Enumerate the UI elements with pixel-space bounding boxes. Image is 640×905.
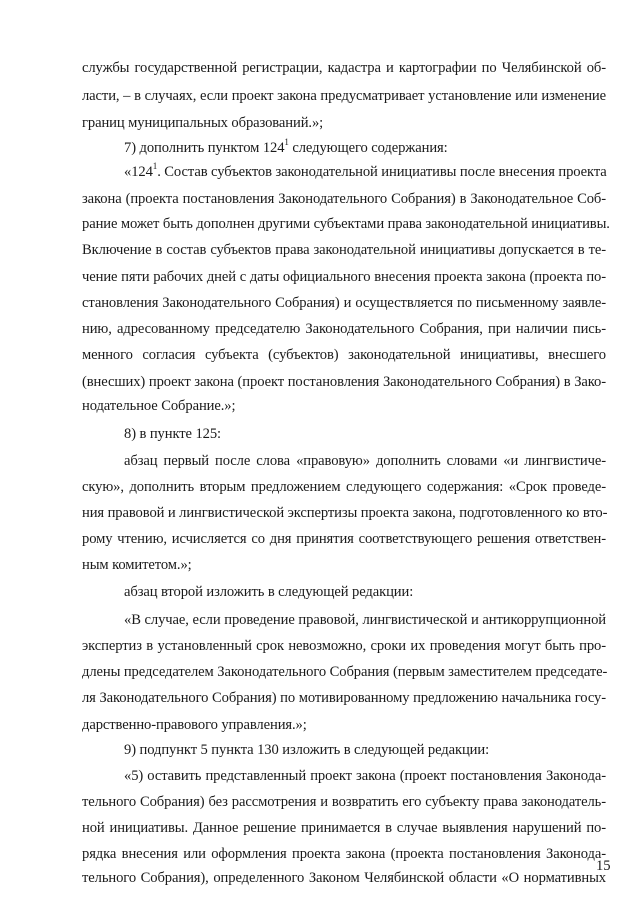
- quoted-paragraph-start: [124, 162, 606, 182]
- page-number: 15: [596, 858, 611, 874]
- text-line: менного согласия субъекта (субъектов) законодательной инициативы, внесшего: [82, 347, 606, 363]
- text-span: «124: [124, 164, 153, 180]
- text-line: «5) оставить представленный проект закона (проект постановления Законода-: [124, 768, 606, 784]
- superscript: 1: [284, 137, 289, 148]
- text-line: абзац первый после слова «правовую» дополнить словами «и лингвистиче-: [124, 453, 606, 469]
- text-line: нию, адресованному председателю Законодательного Собрания, при наличии пись-: [82, 321, 606, 337]
- text-line: становления Законодательного Собрания) и осуществляется по письменному заявле-: [82, 295, 606, 311]
- text-span: . Состав субъектов законодательной инициативы после внесения проекта: [157, 164, 607, 180]
- text-line: нодательное Собрание.»;: [82, 398, 236, 414]
- text-line: экспертиз в установленный срок невозможно, сроки их проведения могут быть про-: [82, 638, 606, 654]
- text-line: рядка внесения или оформления проекта закона (проекта постановления Законода-: [82, 846, 606, 862]
- text-line: абзац второй изложить в следующей редакции:: [124, 584, 414, 600]
- text-line: (внесших) проект закона (проект постановления Законодательного Собрания) в Зако-: [82, 374, 606, 390]
- text-line: ной инициативы. Данное решение принимается в случае выявления нарушений по-: [82, 820, 606, 836]
- list-item-9: 9) подпункт 5 пункта 130 изложить в следующей редакции:: [124, 742, 490, 758]
- text-line: ля Законодательного Собрания) по мотивированному предложению начальника госу-: [82, 690, 606, 706]
- list-item-8: 8) в пункте 125:: [124, 426, 222, 442]
- text-line: службы государственной регистрации, кадастра и картографии по Челябинской об-: [82, 60, 606, 76]
- text-line: тельного Собрания), определенного Законом Челябинской области «О нормативных: [82, 870, 606, 886]
- list-item-7: [124, 138, 606, 158]
- text-line: «В случае, если проведение правовой, лингвистической и антикоррупционной: [124, 612, 606, 628]
- text-line: закона (проекта постановления Законодательного Собрания) в Законодательное Соб-: [82, 191, 606, 207]
- text-line: рому чтению, исчисляется со дня принятия соответствующего решения ответствен-: [82, 531, 606, 547]
- text-line: ласти, – в случаях, если проект закона предусматривает установление или изменение: [82, 88, 606, 104]
- text-line: длены председателем Законодательного Собрания (первым заместителем председате-: [82, 664, 608, 680]
- text-line: чение пяти рабочих дней с даты официального внесения проекта закона (проекта по-: [82, 269, 606, 285]
- text-span: 7) дополнить пунктом 124: [124, 140, 285, 156]
- superscript: 1: [152, 161, 158, 172]
- text-line: ным комитетом.»;: [82, 557, 192, 573]
- text-line: ния правовой и лингвистической экспертизы проекта закона, подготовленного ко вто-: [82, 505, 608, 521]
- text-line: рание может быть дополнен другими субъектами права законодательной инициативы.: [82, 216, 610, 232]
- text-line: Включение в состав субъектов права законодательной инициативы допускается в те-: [82, 242, 606, 258]
- text-line: скую», дополнить вторым предложением следующего содержания: «Срок проведе-: [82, 479, 606, 495]
- text-line: тельного Собрания) без рассмотрения и возвратить его субъекту права законодатель-: [82, 794, 606, 810]
- text-line: границ муниципальных образований.»;: [82, 115, 324, 131]
- text-span: следующего содержания:: [288, 140, 448, 156]
- text-line: дарственно-правового управления.»;: [82, 717, 307, 733]
